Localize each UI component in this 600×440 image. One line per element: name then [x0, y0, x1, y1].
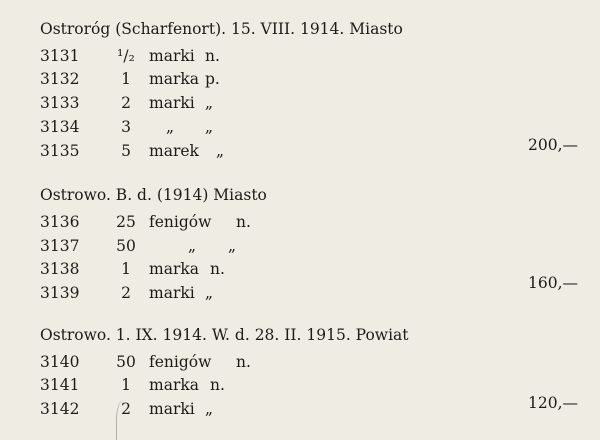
item-unit: marek	[149, 142, 199, 160]
item-unit: marki	[149, 47, 195, 65]
item-mark: „	[216, 142, 225, 160]
item-number: 3132	[40, 70, 80, 88]
item-mark: n.	[236, 353, 251, 371]
item-number: 3133	[40, 94, 80, 112]
item-quantity: 25	[116, 213, 136, 231]
item-number: 3140	[40, 353, 80, 371]
section-heading: Ostrowo. B. d. (1914) Miasto	[40, 186, 267, 204]
item-quantity: 2	[121, 94, 131, 112]
item-number: 3136	[40, 213, 80, 231]
item-unit: marki	[149, 400, 195, 418]
item-unit: „	[188, 237, 197, 255]
section-heading: Ostrowo. 1. IX. 1914. W. d. 28. II. 1915. Powiat	[40, 326, 409, 344]
item-number: 3139	[40, 284, 80, 302]
section-price: 120,—	[527, 394, 578, 412]
item-mark: „	[205, 94, 214, 112]
item-quantity: 1	[121, 260, 131, 278]
section-price: 200,—	[527, 136, 578, 154]
item-quantity: 1	[121, 376, 131, 394]
item-quantity: 50	[116, 353, 136, 371]
item-quantity: 3	[121, 118, 131, 136]
item-unit: marka	[149, 260, 199, 278]
item-mark: p.	[205, 70, 220, 88]
item-quantity: 2	[121, 400, 131, 418]
item-unit: marka	[149, 70, 199, 88]
item-quantity: 5	[121, 142, 131, 160]
item-number: 3134	[40, 118, 80, 136]
item-quantity: 1	[121, 70, 131, 88]
item-number: 3142	[40, 400, 80, 418]
item-quantity: 50	[116, 237, 136, 255]
item-mark: n.	[205, 47, 220, 65]
item-number: 3141	[40, 376, 80, 394]
item-unit: „	[166, 118, 175, 136]
section-heading: Ostroróg (Scharfenort). 15. VIII. 1914. Miasto	[40, 20, 403, 38]
item-number: 3135	[40, 142, 80, 160]
item-number: 3138	[40, 260, 80, 278]
item-unit: marka	[149, 376, 199, 394]
item-number: 3131	[40, 47, 80, 65]
item-quantity: ¹/₂	[117, 47, 135, 65]
item-number: 3137	[40, 237, 80, 255]
item-mark: „	[205, 400, 214, 418]
item-mark: n.	[210, 260, 225, 278]
pencil-mark	[116, 400, 131, 440]
item-unit: fenigów	[149, 353, 212, 371]
section-price: 160,—	[527, 274, 578, 292]
item-mark: „	[205, 284, 214, 302]
item-mark: n.	[236, 213, 251, 231]
item-unit: marki	[149, 284, 195, 302]
item-mark: „	[205, 118, 214, 136]
item-mark: n.	[210, 376, 225, 394]
item-unit: marki	[149, 94, 195, 112]
item-quantity: 2	[121, 284, 131, 302]
item-mark: „	[228, 237, 237, 255]
item-unit: fenigów	[149, 213, 212, 231]
